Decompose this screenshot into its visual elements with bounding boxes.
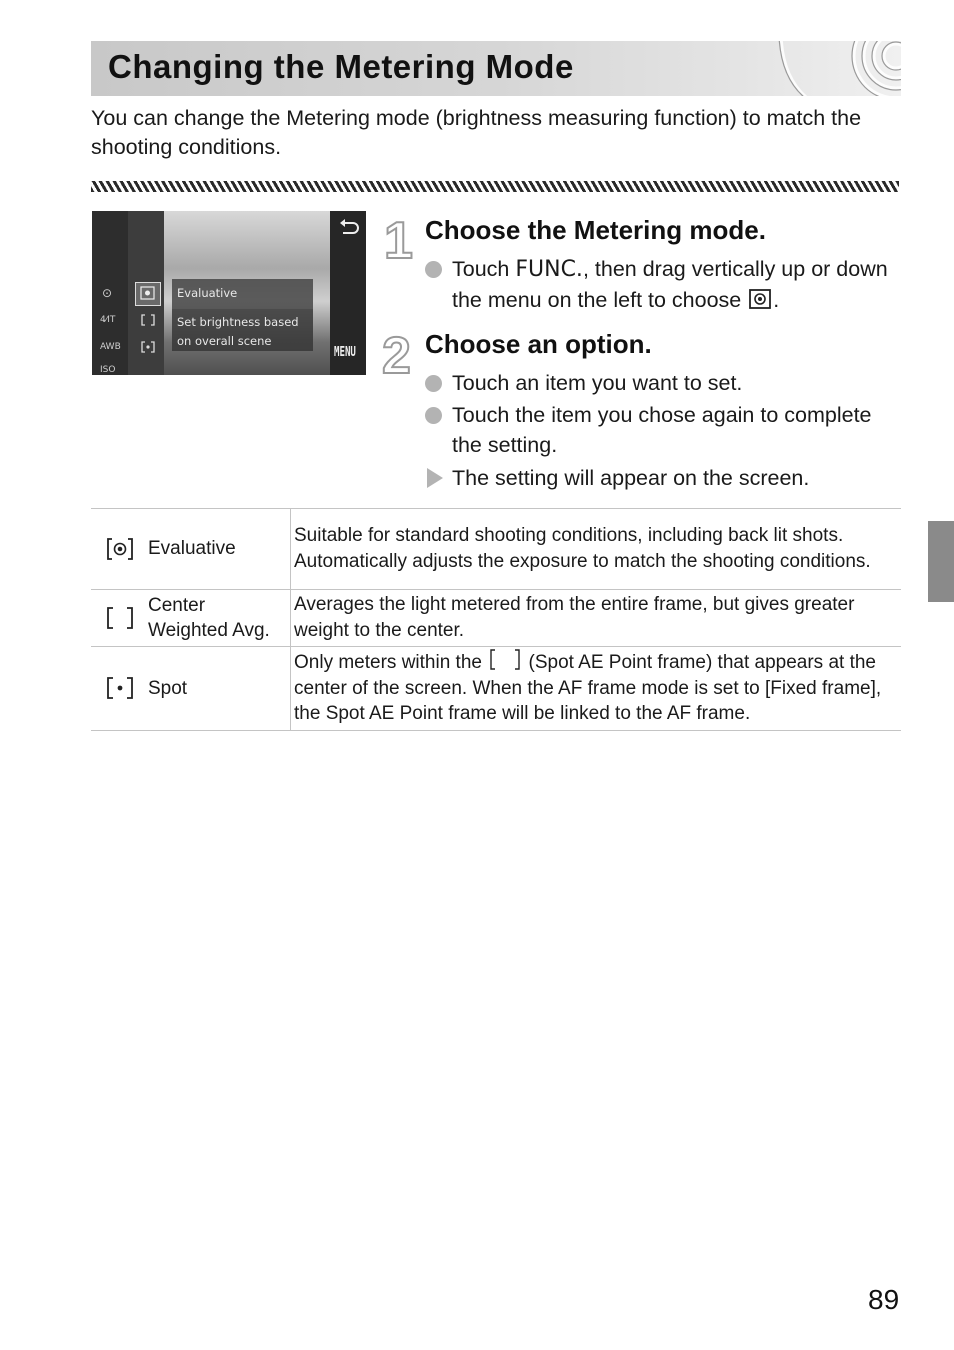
- evaluative-icon: [140, 286, 155, 300]
- step-2-result: The setting will appear on the screen.: [425, 463, 895, 493]
- step-2-title: Choose an option.: [425, 329, 652, 359]
- camera-description-line1: Set brightness based: [177, 315, 299, 329]
- mode-desc-spot: Only meters within the (Spot AE Point frame) that appears at the center of the screen. When the AF frame mode is set to [Fixed frame], the Spot AE Point frame will be linked to the AF frame.: [291, 647, 902, 731]
- table-row: [91, 509, 901, 590]
- step-2-bullet-1: Touch an item you want to set.: [425, 368, 895, 398]
- left-menu-icon-flash: 4⁄IT: [100, 315, 116, 325]
- camera-option-label: Evaluative: [177, 286, 238, 300]
- center-weighted-icon: [141, 314, 155, 326]
- table-row: [91, 647, 901, 731]
- step-2-bullet-2: Touch the item you chose again to complete the setting.: [425, 400, 895, 460]
- evaluative-icon: [747, 288, 773, 310]
- spot-icon: [105, 676, 135, 700]
- mode-name-spot: Spot: [148, 677, 188, 699]
- center-weighted-icon: [105, 606, 135, 630]
- result-arrow-icon: [427, 468, 443, 488]
- func-button-label: FUNC.: [515, 257, 583, 282]
- menu-label: MENU: [334, 345, 356, 360]
- metering-modes-table: [91, 508, 901, 731]
- title-bar: [91, 41, 901, 96]
- bullet-dot-icon: [425, 261, 442, 278]
- mode-name-evaluative: Evaluative: [148, 538, 236, 560]
- page-number: 89: [868, 1284, 900, 1315]
- left-menu-icon-wb: AWB: [100, 342, 121, 352]
- step-1-bullet: Touch FUNC., then drag vertically up or down the menu on the left to choose .: [425, 254, 895, 315]
- step-number-1: 1: [384, 212, 413, 270]
- camera-description-line2: on overall scene: [177, 334, 272, 348]
- spot-icon: [141, 341, 155, 353]
- return-icon: [338, 219, 360, 239]
- left-menu-icon-iso: ISO: [100, 365, 116, 375]
- left-menu-icon-metering: ⊙: [102, 286, 113, 300]
- ripple-decoration-icon: [771, 41, 901, 96]
- table-row: [91, 590, 901, 647]
- mode-name-center-weighted: Center Weighted Avg.: [148, 594, 270, 641]
- mode-desc-evaluative: Suitable for standard shooting conditions, including back lit shots. Automatically adjusts the exposure to match the shooting conditions.: [291, 509, 902, 590]
- mode-desc-center-weighted: Averages the light metered from the entire frame, but gives greater weight to the center.: [291, 590, 902, 647]
- hatched-divider: [91, 181, 899, 192]
- spot-frame-icon: [487, 649, 523, 671]
- intro-text: You can change the Metering mode (brightness measuring function) to match the shooting conditions.: [91, 106, 862, 159]
- section-side-tab: [928, 521, 954, 602]
- bullet-dot-icon: [425, 375, 442, 392]
- bullet-dot-icon: [425, 407, 442, 424]
- evaluative-icon: [105, 537, 135, 561]
- page-title: Changing the Metering Mode: [108, 48, 574, 85]
- step-1-title: Choose the Metering mode.: [425, 215, 766, 245]
- step-number-2: 2: [382, 327, 411, 385]
- camera-screen-image: [92, 211, 366, 375]
